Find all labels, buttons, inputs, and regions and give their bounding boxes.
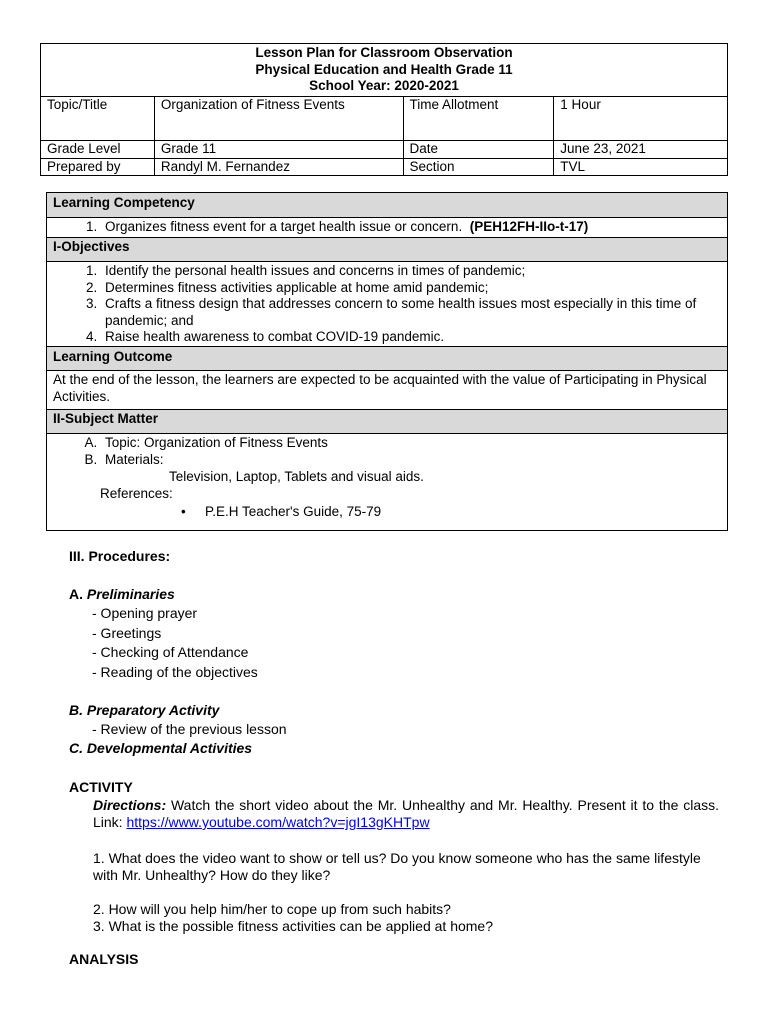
directions-label: Directions: <box>93 797 167 813</box>
preparatory-heading: B. Preparatory Activity <box>69 702 220 718</box>
header-title-line3: School Year: 2020-2021 <box>309 78 459 93</box>
topic-value: Organization of Fitness Events <box>154 97 403 141</box>
objective-item: 4. Raise health awareness to combat COVID-19 pandemic. <box>101 329 721 346</box>
competency-body <box>47 218 727 237</box>
competency-code: (PEH12FH-IIo-t-17) <box>469 219 589 234</box>
outcome-text: At the end of the lesson, the learners are expected to be acquainted with the value of Participating in Physical Activities. <box>53 372 707 404</box>
analysis-heading: ANALYSIS <box>69 951 139 967</box>
preliminaries-item: - Greetings <box>92 624 162 641</box>
directions-text: Watch the short video about the Mr. Unhealthy and Mr. Healthy. Present it to the class. Link: <box>93 797 719 830</box>
date-label: Date <box>403 141 554 159</box>
directions-paragraph <box>93 797 719 831</box>
subject-reference: P.E.H Teacher's Guide, 75-79 <box>205 504 382 519</box>
subject-matter-body <box>47 434 727 521</box>
preliminaries-heading: A. Preliminaries <box>69 586 175 602</box>
objective-item: 1. Identify the personal health issues and concerns in times of pandemic; <box>101 263 721 280</box>
subject-materials-label: B. Materials: <box>101 451 721 468</box>
preliminaries-item: - Reading of the objectives <box>92 663 258 680</box>
objective-item: 2. Determines fitness activities applicable at home amid pandemic; <box>101 280 721 297</box>
activity-heading: ACTIVITY <box>69 779 133 795</box>
header-title-cell <box>41 44 728 97</box>
grade-level-value: Grade 11 <box>154 141 403 159</box>
question-3: 3. What is the possible fitness activities can be applied at home? <box>93 918 493 934</box>
preliminaries-list <box>92 604 258 682</box>
procedures-heading: III. Procedures: <box>69 548 171 564</box>
subject-matter-heading: II-Subject Matter <box>47 409 727 434</box>
grade-level-label: Grade Level <box>41 141 155 159</box>
time-allotment-label: Time Allotment <box>403 97 554 141</box>
subject-topic: A. Topic: Organization of Fitness Events <box>101 434 721 451</box>
header-title-line1: Lesson Plan for Classroom Observation <box>255 45 513 60</box>
date-value: June 23, 2021 <box>554 141 728 159</box>
lesson-details-box <box>46 192 728 531</box>
objectives-heading: I-Objectives <box>47 237 727 262</box>
question-1: 1. What does the video want to show or tell us? Do you know someone who has the same lifestyle with Mr. Unhealthy? How do they like? <box>93 850 701 883</box>
preliminaries-letter: A <box>69 586 80 602</box>
section-label: Section <box>403 159 554 176</box>
subject-references-label: References: <box>100 486 173 501</box>
competency-item <box>101 218 721 236</box>
preparatory-item: - Review of the previous lesson <box>92 721 287 737</box>
question-2: 2. How will you help him/her to cope up from such habits? <box>93 901 451 917</box>
competency-heading: Learning Competency <box>47 193 727 218</box>
bullet-icon: • <box>181 504 186 519</box>
section-value: TVL <box>554 159 728 176</box>
time-allotment-value: 1 Hour <box>554 97 728 141</box>
prepared-by-value: Randyl M. Fernandez <box>154 159 403 176</box>
video-link[interactable]: https://www.youtube.com/watch?v=jgI13gKHTpw <box>126 814 430 830</box>
objective-item: 3. Crafts a fitness design that addresses concern to some health issues most especially in this time of pandemic; and <box>101 296 721 329</box>
prepared-by-label: Prepared by <box>41 159 155 176</box>
header-title-line2: Physical Education and Health Grade 11 <box>255 61 513 77</box>
preliminaries-title: Preliminaries <box>86 586 175 602</box>
topic-label: Topic/Title <box>41 97 155 141</box>
preliminaries-item: - Checking of Attendance <box>92 644 249 660</box>
developmental-heading: C. Developmental Activities <box>69 740 253 756</box>
objectives-body <box>47 262 727 346</box>
subject-materials: Television, Laptop, Tablets and visual aids. <box>169 469 424 484</box>
lesson-header-table <box>40 43 728 176</box>
outcome-heading: Learning Outcome <box>47 346 727 371</box>
subject-reference-item <box>53 502 721 521</box>
preliminaries-item: - Opening prayer <box>92 605 198 621</box>
competency-text: Organizes fitness event for a target health issue or concern. <box>105 219 463 234</box>
